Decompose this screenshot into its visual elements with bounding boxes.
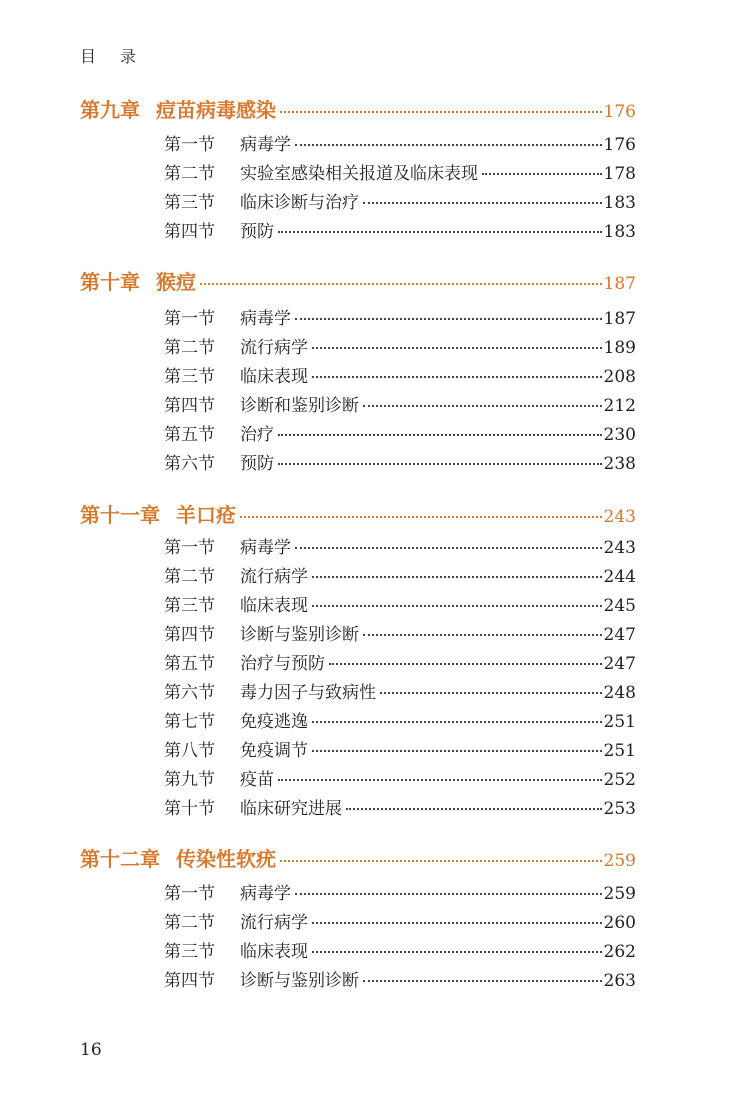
section-title: 免疫调节 xyxy=(240,741,308,761)
section-entry[interactable] xyxy=(164,221,636,243)
section-page: 176 xyxy=(603,135,636,155)
dot-leader xyxy=(278,231,602,233)
section-number: 第九节 xyxy=(164,770,215,790)
dot-leader xyxy=(295,144,602,146)
section-page: 260 xyxy=(603,913,636,933)
section-page: 247 xyxy=(603,625,636,645)
section-entry[interactable] xyxy=(164,308,636,330)
section-number: 第二节 xyxy=(164,567,215,587)
chapter-number: 第十一章 xyxy=(80,503,160,527)
section-title: 预防 xyxy=(240,222,274,242)
chapter-title: 羊口疮 xyxy=(176,503,236,527)
section-entry[interactable] xyxy=(164,395,636,417)
section-page: 189 xyxy=(603,338,636,358)
section-page: 187 xyxy=(603,309,636,329)
section-page: 259 xyxy=(603,884,636,904)
section-number: 第三节 xyxy=(164,193,215,213)
section-entry[interactable] xyxy=(164,337,636,359)
section-number: 第一节 xyxy=(164,309,215,329)
section-title: 免疫逃逸 xyxy=(240,712,308,732)
dot-leader xyxy=(363,980,602,982)
section-page: 262 xyxy=(603,942,636,962)
chapter-entry[interactable] xyxy=(80,98,636,124)
section-title: 病毒学 xyxy=(240,884,291,904)
section-number: 第五节 xyxy=(164,425,215,445)
dot-leader xyxy=(295,547,602,549)
section-page: 244 xyxy=(603,567,636,587)
dot-leader xyxy=(295,318,602,320)
section-entry[interactable] xyxy=(164,566,636,588)
section-number: 第四节 xyxy=(164,396,215,416)
dot-leader xyxy=(278,779,602,781)
dot-leader xyxy=(312,576,602,578)
dot-leader xyxy=(295,893,602,895)
section-page: 251 xyxy=(603,712,636,732)
section-entry[interactable] xyxy=(164,682,636,704)
chapter-number: 第九章 xyxy=(80,98,140,122)
section-title: 临床表现 xyxy=(240,596,308,616)
section-entry[interactable] xyxy=(164,883,636,905)
chapter-number: 第十章 xyxy=(80,270,140,294)
section-title: 临床研究进展 xyxy=(240,799,342,819)
section-entry[interactable] xyxy=(164,192,636,214)
section-entry[interactable] xyxy=(164,134,636,156)
section-title: 临床表现 xyxy=(240,367,308,387)
section-title: 流行病学 xyxy=(240,913,308,933)
dot-leader xyxy=(380,692,602,694)
section-page: 183 xyxy=(603,222,636,242)
chapter-page: 176 xyxy=(603,102,636,122)
section-title: 治疗 xyxy=(240,425,274,445)
section-number: 第六节 xyxy=(164,683,215,703)
dot-leader xyxy=(240,516,602,518)
dot-leader xyxy=(278,463,602,465)
section-number: 第四节 xyxy=(164,222,215,242)
dot-leader xyxy=(200,283,602,285)
chapter-title: 痘苗病毒感染 xyxy=(156,98,276,122)
section-number: 第七节 xyxy=(164,712,215,732)
section-entry[interactable] xyxy=(164,740,636,762)
section-page: 243 xyxy=(603,538,636,558)
section-number: 第一节 xyxy=(164,538,215,558)
dot-leader xyxy=(278,434,602,436)
section-page: 253 xyxy=(603,799,636,819)
section-title: 病毒学 xyxy=(240,309,291,329)
header-char-2: 录 xyxy=(120,47,137,66)
section-number: 第二节 xyxy=(164,164,215,184)
section-title: 诊断和鉴别诊断 xyxy=(240,396,359,416)
section-entry[interactable] xyxy=(164,711,636,733)
section-page: 251 xyxy=(603,741,636,761)
section-entry[interactable] xyxy=(164,769,636,791)
section-entry[interactable] xyxy=(164,595,636,617)
section-number: 第五节 xyxy=(164,654,215,674)
section-number: 第四节 xyxy=(164,625,215,645)
section-page: 248 xyxy=(603,683,636,703)
dot-leader xyxy=(312,750,602,752)
section-title: 病毒学 xyxy=(240,538,291,558)
dot-leader xyxy=(312,605,602,607)
section-number: 第三节 xyxy=(164,596,215,616)
section-entry[interactable] xyxy=(164,653,636,675)
section-page: 208 xyxy=(603,367,636,387)
section-number: 第三节 xyxy=(164,367,215,387)
chapter-entry[interactable] xyxy=(80,270,636,296)
section-page: 252 xyxy=(603,770,636,790)
section-number: 第二节 xyxy=(164,913,215,933)
running-header xyxy=(80,44,136,67)
dot-leader xyxy=(482,173,602,175)
dot-leader xyxy=(312,951,602,953)
section-page: 263 xyxy=(603,971,636,991)
section-page: 238 xyxy=(603,454,636,474)
chapter-number: 第十二章 xyxy=(80,847,160,871)
section-number: 第一节 xyxy=(164,884,215,904)
chapter-page: 259 xyxy=(603,851,636,871)
section-entry[interactable] xyxy=(164,453,636,475)
section-entry[interactable] xyxy=(164,912,636,934)
section-entry[interactable] xyxy=(164,163,636,185)
section-entry[interactable] xyxy=(164,941,636,963)
section-title: 诊断与鉴别诊断 xyxy=(240,971,359,991)
section-entry[interactable] xyxy=(164,624,636,646)
section-number: 第六节 xyxy=(164,454,215,474)
dot-leader xyxy=(363,634,602,636)
dot-leader xyxy=(312,922,602,924)
chapter-title: 传染性软疣 xyxy=(176,847,276,871)
section-title: 预防 xyxy=(240,454,274,474)
dot-leader xyxy=(363,202,602,204)
dot-leader xyxy=(312,347,602,349)
section-title: 临床诊断与治疗 xyxy=(240,193,359,213)
section-title: 实验室感染相关报道及临床表现 xyxy=(240,164,478,184)
section-page: 178 xyxy=(603,164,636,184)
section-page: 247 xyxy=(603,654,636,674)
chapter-page: 187 xyxy=(603,274,636,294)
dot-leader xyxy=(312,721,602,723)
section-title: 流行病学 xyxy=(240,567,308,587)
chapter-title: 猴痘 xyxy=(156,270,196,294)
section-title: 治疗与预防 xyxy=(240,654,325,674)
section-title: 疫苗 xyxy=(240,770,274,790)
chapter-entry[interactable] xyxy=(80,503,636,529)
section-page: 183 xyxy=(603,193,636,213)
dot-leader xyxy=(363,405,602,407)
header-char-1: 目 xyxy=(80,47,97,66)
section-page: 230 xyxy=(603,425,636,445)
section-title: 毒力因子与致病性 xyxy=(240,683,376,703)
chapter-entry[interactable] xyxy=(80,847,636,873)
section-number: 第十节 xyxy=(164,799,215,819)
dot-leader xyxy=(312,376,602,378)
section-title: 流行病学 xyxy=(240,338,308,358)
section-number: 第八节 xyxy=(164,741,215,761)
section-entry[interactable] xyxy=(164,970,636,992)
dot-leader xyxy=(329,663,602,665)
section-entry[interactable] xyxy=(164,798,636,820)
section-number: 第二节 xyxy=(164,338,215,358)
section-entry[interactable] xyxy=(164,366,636,388)
section-title: 临床表现 xyxy=(240,942,308,962)
dot-leader xyxy=(346,808,602,810)
section-title: 病毒学 xyxy=(240,135,291,155)
dot-leader xyxy=(280,111,602,113)
section-number: 第四节 xyxy=(164,971,215,991)
section-page: 212 xyxy=(603,396,636,416)
section-title: 诊断与鉴别诊断 xyxy=(240,625,359,645)
dot-leader xyxy=(280,860,602,862)
section-number: 第三节 xyxy=(164,942,215,962)
section-number: 第一节 xyxy=(164,135,215,155)
section-entry[interactable] xyxy=(164,424,636,446)
chapter-page: 243 xyxy=(603,507,636,527)
section-page: 245 xyxy=(603,596,636,616)
section-entry[interactable] xyxy=(164,537,636,559)
page-number: 16 xyxy=(80,1040,102,1060)
